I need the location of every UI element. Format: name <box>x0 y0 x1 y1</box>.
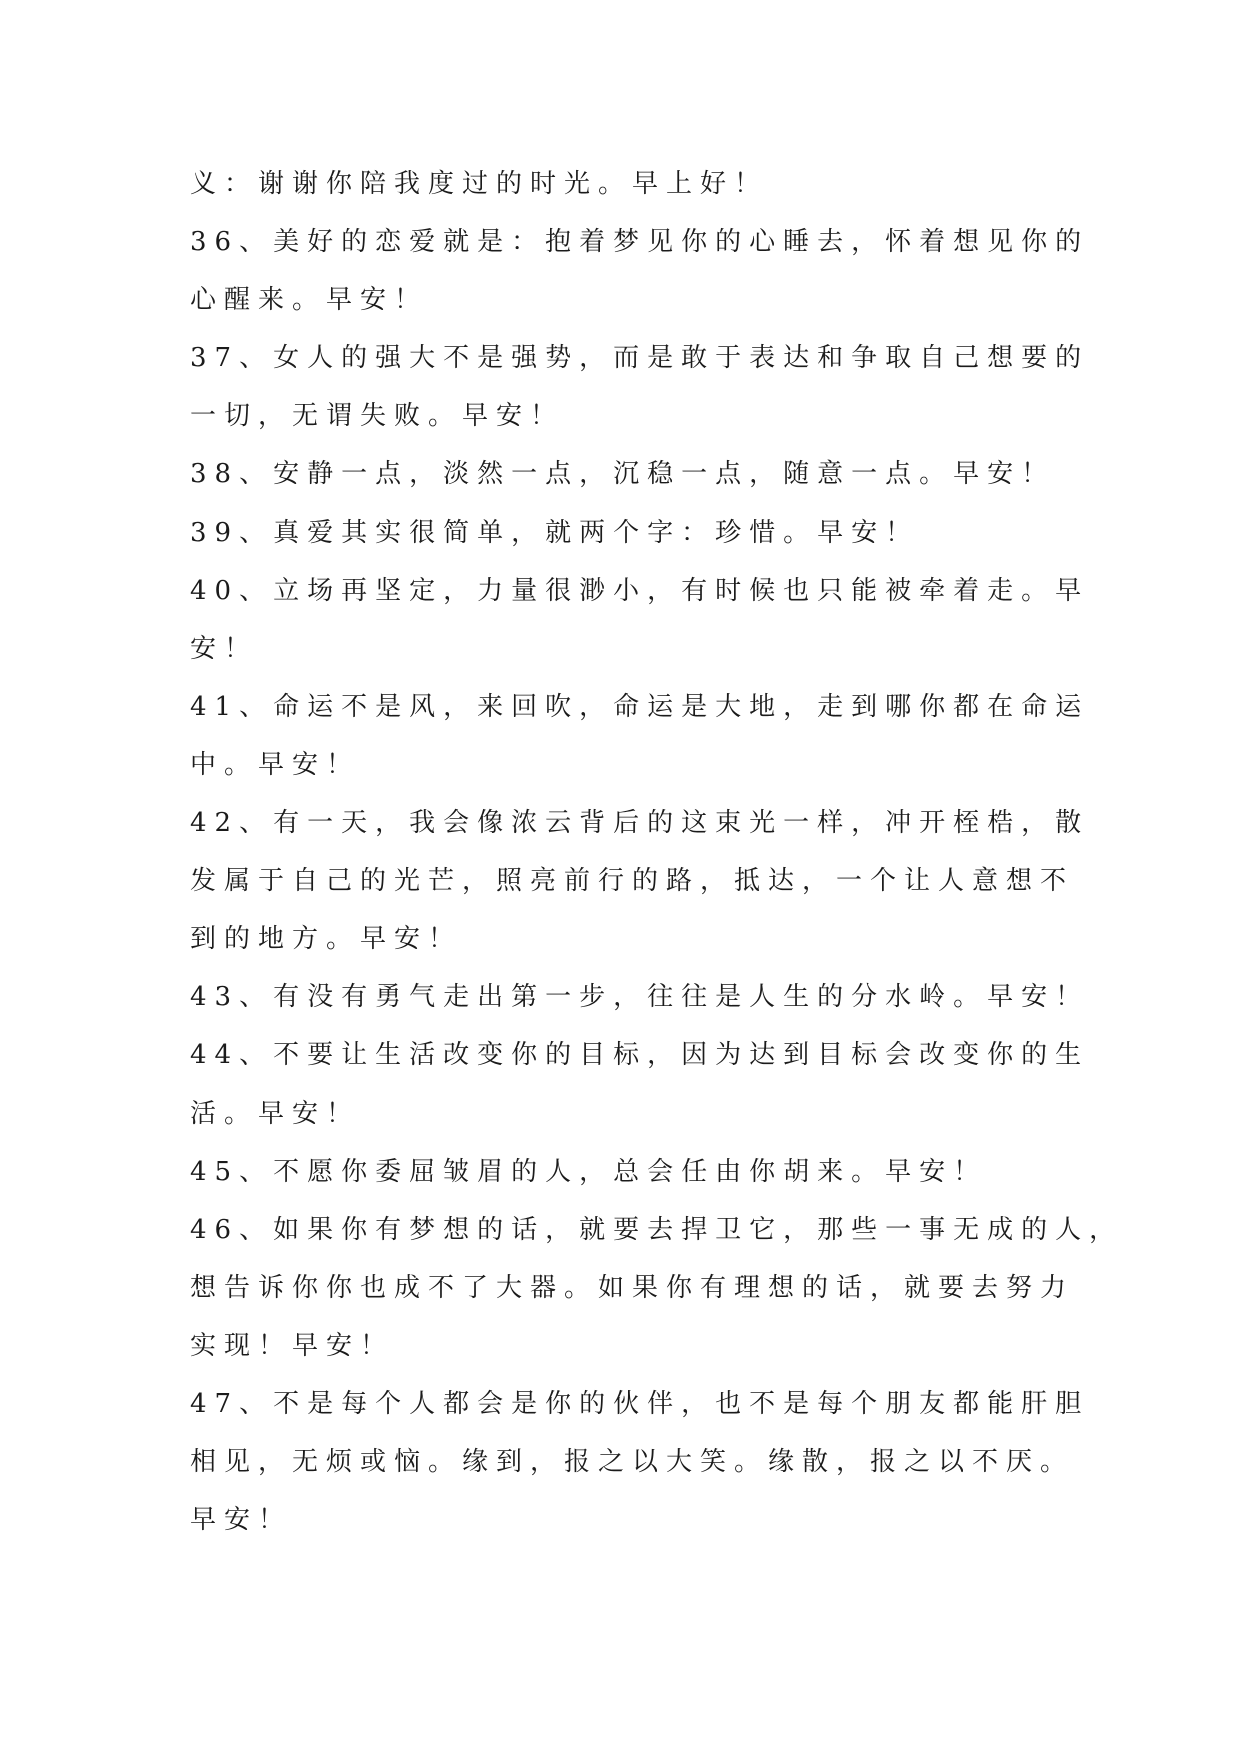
quote-item-47 <box>190 1375 1150 1549</box>
text-line: 36、美好的恋爱就是：抱着梦见你的心睡去，怀着想见你的 <box>190 227 1090 258</box>
text-line: 心醒来。早安！ <box>190 285 429 316</box>
text-line: 到的地方。早安！ <box>190 924 463 955</box>
text-line: 37、女人的强大不是强势，而是敢于表达和争取自己想要的 <box>190 343 1090 374</box>
quote-item-42 <box>190 794 1150 968</box>
text-line: 活。早安！ <box>190 1098 361 1129</box>
text-line: 实现！早安！ <box>190 1330 395 1361</box>
text-line: 40、立场再坚定，力量很渺小，有时候也只能被牵着走。早 <box>190 575 1090 606</box>
text-line: 39、真爱其实很简单，就两个字：珍惜。早安！ <box>190 517 920 548</box>
document-body <box>190 155 1150 1549</box>
quote-item-43 <box>190 968 1150 1026</box>
quote-item-39 <box>190 504 1150 562</box>
quote-item-41 <box>190 678 1150 794</box>
text-line: 安！ <box>190 633 259 664</box>
text-line: 想告诉你你也成不了大器。如果你有理想的话，就要去努力 <box>190 1272 1075 1303</box>
text-line: 46、如果你有梦想的话，就要去捍卫它，那些一事无成的人， <box>190 1214 1124 1245</box>
quote-item-38 <box>190 445 1150 503</box>
text-line: 38、安静一点，淡然一点，沉稳一点，随意一点。早安！ <box>190 459 1056 490</box>
text-line: 中。早安！ <box>190 749 361 780</box>
text-line: 45、不愿你委屈皱眉的人，总会任由你胡来。早安！ <box>190 1156 988 1187</box>
text-line: 42、有一天，我会像浓云背后的这束光一样，冲开桎梏，散 <box>190 808 1090 839</box>
text-line: 43、有没有勇气走出第一步，往往是人生的分水岭。早安！ <box>190 982 1090 1013</box>
text-line: 44、不要让生活改变你的目标，因为达到目标会改变你的生 <box>190 1040 1090 1071</box>
quote-item-36 <box>190 213 1150 329</box>
text-line: 47、不是每个人都会是你的伙伴，也不是每个朋友都能肝胆 <box>190 1388 1090 1419</box>
text-line: 相见，无烦或恼。缘到，报之以大笑。缘散，报之以不厌。 <box>190 1447 1075 1478</box>
quote-item-37 <box>190 329 1150 445</box>
text-line: 义：谢谢你陪我度过的时光。早上好！ <box>190 169 769 199</box>
quote-item-44 <box>190 1026 1150 1142</box>
quote-item-45 <box>190 1143 1150 1201</box>
quote-item-46 <box>190 1201 1150 1375</box>
text-line: 一切，无谓失败。早安！ <box>190 401 565 432</box>
text-line: 41、命运不是风，来回吹，命运是大地，走到哪你都在命运 <box>190 691 1090 722</box>
quote-item-40 <box>190 562 1150 678</box>
text-line: 早安！ <box>190 1505 293 1536</box>
quote-item-35-continued <box>190 155 1150 213</box>
text-line: 发属于自己的光芒，照亮前行的路，抵达，一个让人意想不 <box>190 866 1075 897</box>
